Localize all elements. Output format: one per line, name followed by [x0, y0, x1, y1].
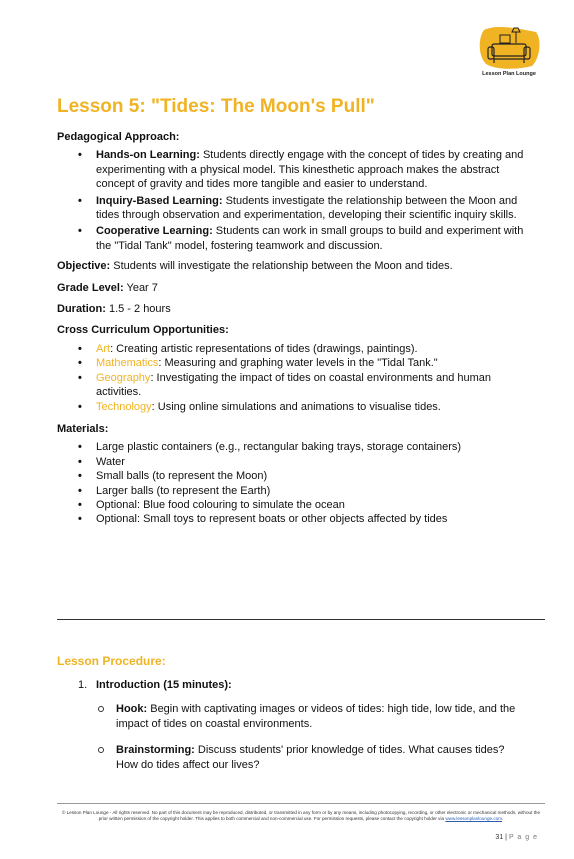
pedagogical-list	[57, 148, 537, 253]
procedure-heading: Lesson Procedure:	[57, 654, 166, 668]
procedure-step	[78, 679, 232, 691]
item-text: : Investigating the impact of tides on coastal environments and human activities.	[96, 371, 492, 399]
lesson-title: Lesson 5: "Tides: The Moon's Pull"	[57, 96, 375, 117]
subitem-label: Brainstorming:	[116, 744, 195, 756]
list-item: • Larger balls (to represent the Earth)	[96, 484, 537, 498]
grade-label: Grade Level:	[57, 281, 124, 294]
page-label: P a g e	[508, 834, 538, 841]
subitem-label: Hook:	[116, 703, 148, 715]
subitem-text: Discuss students' prior knowledge of tides. What causes tides? How do tides affect our lives?	[116, 744, 505, 771]
sofa-icon	[476, 26, 542, 70]
footer-copyright	[57, 810, 545, 822]
copyright-end: .	[502, 816, 504, 821]
list-item	[96, 194, 537, 223]
footer-divider	[57, 803, 545, 804]
item-text: : Using online simulations and animations to visualise tides.	[151, 400, 441, 413]
item-text: Students can work in small groups to build and experiment with the "Tidal Tank" model, fostering teamwork and discussion.	[96, 225, 524, 252]
circle-bullet-icon	[98, 706, 104, 712]
cross-curriculum-list	[57, 342, 537, 414]
subject-label: Geography	[96, 371, 151, 384]
lesson-content	[57, 130, 537, 533]
list-item	[96, 148, 537, 191]
page-number-value: 31	[495, 834, 504, 841]
item-label: Cooperative Learning:	[96, 225, 213, 238]
section-divider	[57, 619, 545, 620]
item-label: Inquiry-Based Learning:	[96, 194, 223, 207]
duration-label: Duration:	[57, 303, 106, 316]
list-item	[96, 400, 537, 414]
grade-level	[57, 281, 537, 295]
pedagogical-heading: Pedagogical Approach:	[57, 131, 180, 143]
objective	[57, 259, 537, 273]
duration-text: 1.5 - 2 hours	[105, 303, 171, 316]
subject-label: Technology	[96, 400, 152, 413]
item-text: : Creating artistic representations of tides (drawings, paintings).	[110, 342, 418, 355]
list-item: • Large plastic containers (e.g., rectangular baking trays, storage containers)	[96, 440, 537, 454]
page-separator: |	[503, 834, 509, 841]
grade-text: Year 7	[123, 281, 158, 294]
subject-label: Mathematics	[96, 357, 159, 370]
materials-heading: Materials:	[57, 422, 109, 435]
list-item	[96, 224, 537, 253]
item-text: : Measuring and graphing water levels in the "Tidal Tank."	[158, 357, 438, 370]
list-item	[96, 342, 537, 356]
logo	[476, 26, 542, 82]
copyright-text: © Lesson Plan Lounge - All rights reserved. No part of this document may be reproduced, distributed, or transmitted in any form or by any means, including photocopying, recording, or other electronic or mechanical methods, without the prior written permission of the copyright holder. This applies to both commercial and non-commercial use. For permission requests, please contact the copyright holder via	[61, 810, 541, 821]
objective-text: Students will investigate the relationship between the Moon and tides.	[110, 260, 453, 273]
item-text: Students directly engage with the concept of tides by creating and experimenting with a physical model. This kinesthetic approach makes the abstract concept of gravity and tides more tangible and easier to understand.	[96, 149, 524, 191]
cross-curriculum-heading: Cross Curriculum Opportunities:	[57, 324, 229, 337]
step-number: 1.	[78, 679, 88, 691]
objective-label: Objective:	[57, 260, 111, 273]
list-item: • Optional: Blue food colouring to simulate the ocean	[96, 498, 537, 512]
list-item: • Optional: Small toys to represent boats or other objects affected by tides	[96, 512, 537, 526]
page-number	[495, 834, 538, 841]
step-title: Introduction (15 minutes):	[96, 679, 232, 691]
item-label: Hands-on Learning:	[96, 149, 200, 162]
list-item: • Small balls (to represent the Moon)	[96, 469, 537, 483]
item-text: Students investigate the relationship between the Moon and tides through observation and experimentation, developing their scientific inquiry skills.	[96, 194, 518, 222]
subitem-text: Begin with captivating images or videos of tides: high tide, low tide, and the impact of tides on coastal environments.	[116, 703, 516, 730]
circle-bullet-icon	[98, 747, 104, 753]
list-item	[96, 371, 537, 400]
logo-text: Lesson Plan Lounge	[482, 71, 536, 77]
website-link[interactable]: www.lessonplanlounge.com	[445, 816, 503, 821]
duration	[57, 302, 537, 316]
procedure-subitem	[116, 702, 526, 732]
subject-label: Art	[96, 342, 111, 355]
procedure-subitem	[116, 743, 526, 773]
list-item: • Water	[96, 455, 537, 469]
list-item	[96, 356, 537, 370]
materials-list	[57, 440, 537, 526]
